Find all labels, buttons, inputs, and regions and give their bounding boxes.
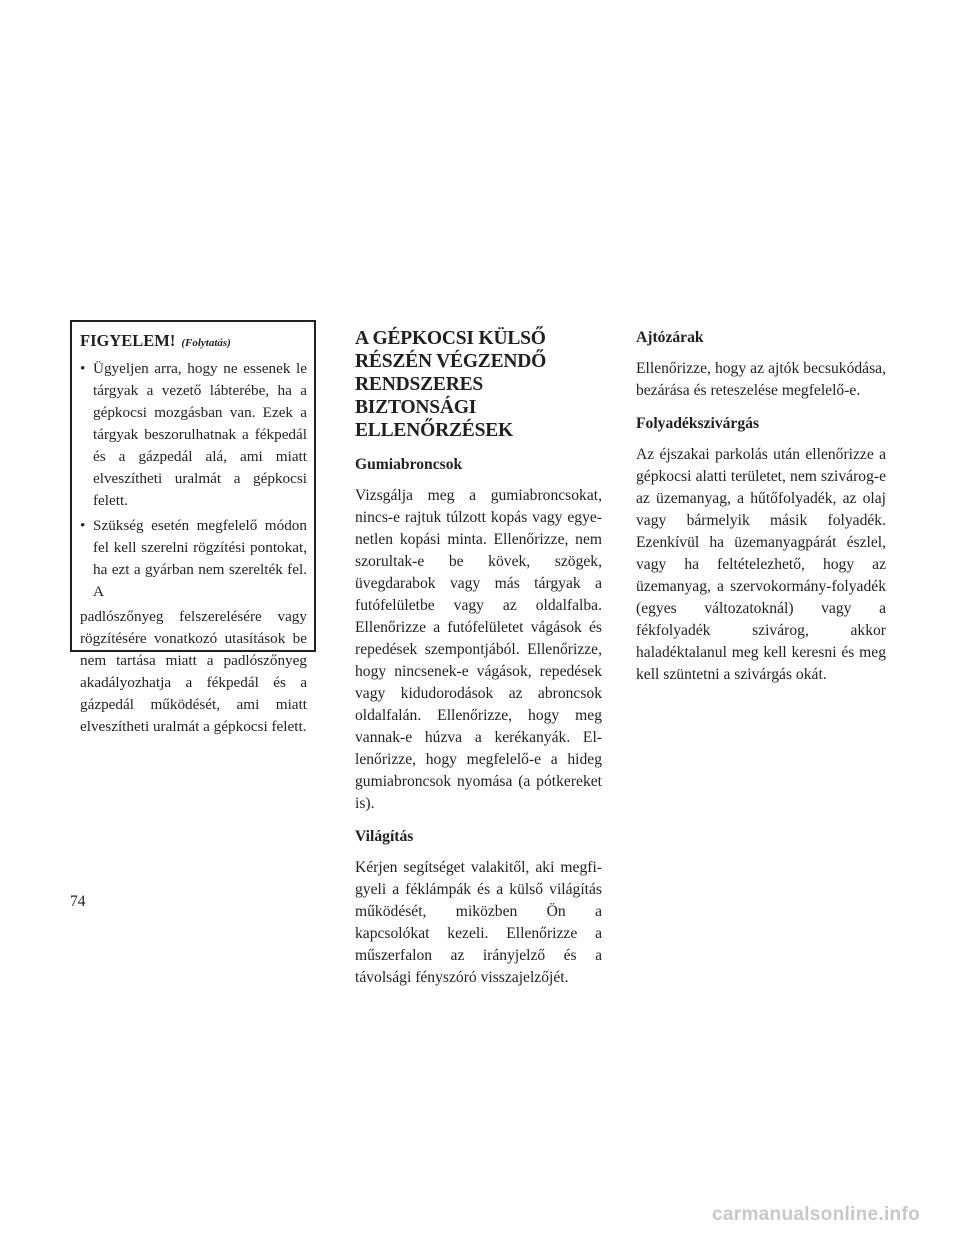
watermark: carmanualsonline.info (712, 1204, 920, 1225)
warning-subtitle: (Folytatás) (181, 337, 231, 349)
warning-bullet (80, 515, 307, 603)
locks-heading: Ajtózárak (636, 329, 704, 346)
page-number: 74 (70, 893, 86, 910)
middle-column (355, 327, 602, 1000)
tires-text: Vizsgálja meg a gumiabroncsokat, nincs-e rajtuk túlzott kopás vagy egyenetlen kopási minta. Ellenőrizze, nem szorultak-e be kövek, szögek, üvegdarabok vagy más tárgyak a futófelületbe vagy az oldalfalba. Ellenőrizze a futófelületet vágások és repedések szempontjából. Ellenőrizze, hogy nincsenek-e vágások, repedések vagy kidudorodások az abroncsok oldalfalán. Ellenőrizze, hogy meg vannak-e húzva a kerékanyák. Ellenőrizze, hogy megfelelő-e a hideg gumiabroncsok nyomása (a pótkereket is). (355, 487, 602, 812)
bullet-marker-icon: • (80, 517, 86, 534)
warning-bullet (80, 358, 307, 512)
section-title-line: RÉSZÉN VÉGZENDŐ (355, 351, 547, 372)
section-title-line: ELLENŐRZÉSEK (355, 420, 513, 441)
warning-paragraph: padlószőnyeg felszerelésére vagy rögzítésére vonatkozó utasítások be nem tartása miatt a padlószőnyeg akadályozhatja a fékpedál és a gázpedál működését, ami miatt elveszítheti uralmát a gépkocsi felett. (80, 608, 307, 735)
section-title-line: RENDSZERES (355, 374, 484, 395)
warning-bullet-text: Ügyeljen arra, hogy ne essenek le tárgyak a vezető lábterébe, ha a gépkocsi mozgásban van. Ezek a tárgyak beszorulhatnak a fékpedál és a gázpedál alá, ami miatt elveszítheti uralmát a gépkocsi felett. (93, 360, 307, 509)
warning-heading (80, 330, 307, 354)
warning-bullet-text: Szükség esetén megfelelő módon fel kell szerelni rögzítési pontokat, ha ezt a gyárban nem szerelték fel. A (93, 517, 307, 600)
section-title-line: BIZTONSÁGI (355, 397, 477, 418)
lights-heading: Világítás (355, 828, 414, 845)
warning-box (70, 320, 316, 735)
bullet-marker-icon: • (80, 360, 86, 377)
leaks-text: Az éjszakai parkolás után ellenőrizze a gépkocsi alatti területet, nem szivárog-e az üzemanyag, a hűtőfolyadék, az olaj vagy bármelyik másik folyadék. Ezenkívül ha üzemanyagpárát észlel, vagy ha feltételezhető, hogy az üzemanyag, a szervokormány-folyadék (egyes változatoknál) vagy a fékfolyadék szivárog, akkor haladéktalanul meg kell keresni és meg kell szüntetni a szivárgás okát. (636, 446, 886, 683)
lights-text: Kérjen segítséget valakitől, aki megfigyeli a féklámpák és a külső világítás működését, miközben Ön a kapcsolókat kezeli. Ellenőrizze a műszerfalon az irányjelző és a távolsági fényszóró visszajelzőjét. (355, 859, 602, 986)
section-title (355, 327, 602, 442)
leaks-heading: Folyadékszivárgás (636, 415, 760, 432)
locks-text: Ellenőrizze, hogy az ajtók becsukódása, bezárása és reteszelése megfelelő-e. (636, 360, 886, 399)
right-column (636, 327, 886, 697)
section-title-line: A GÉPKOCSI KÜLSŐ (355, 328, 546, 349)
warning-title: FIGYELEM! (80, 331, 176, 350)
tires-heading: Gumiabroncsok (355, 456, 463, 473)
